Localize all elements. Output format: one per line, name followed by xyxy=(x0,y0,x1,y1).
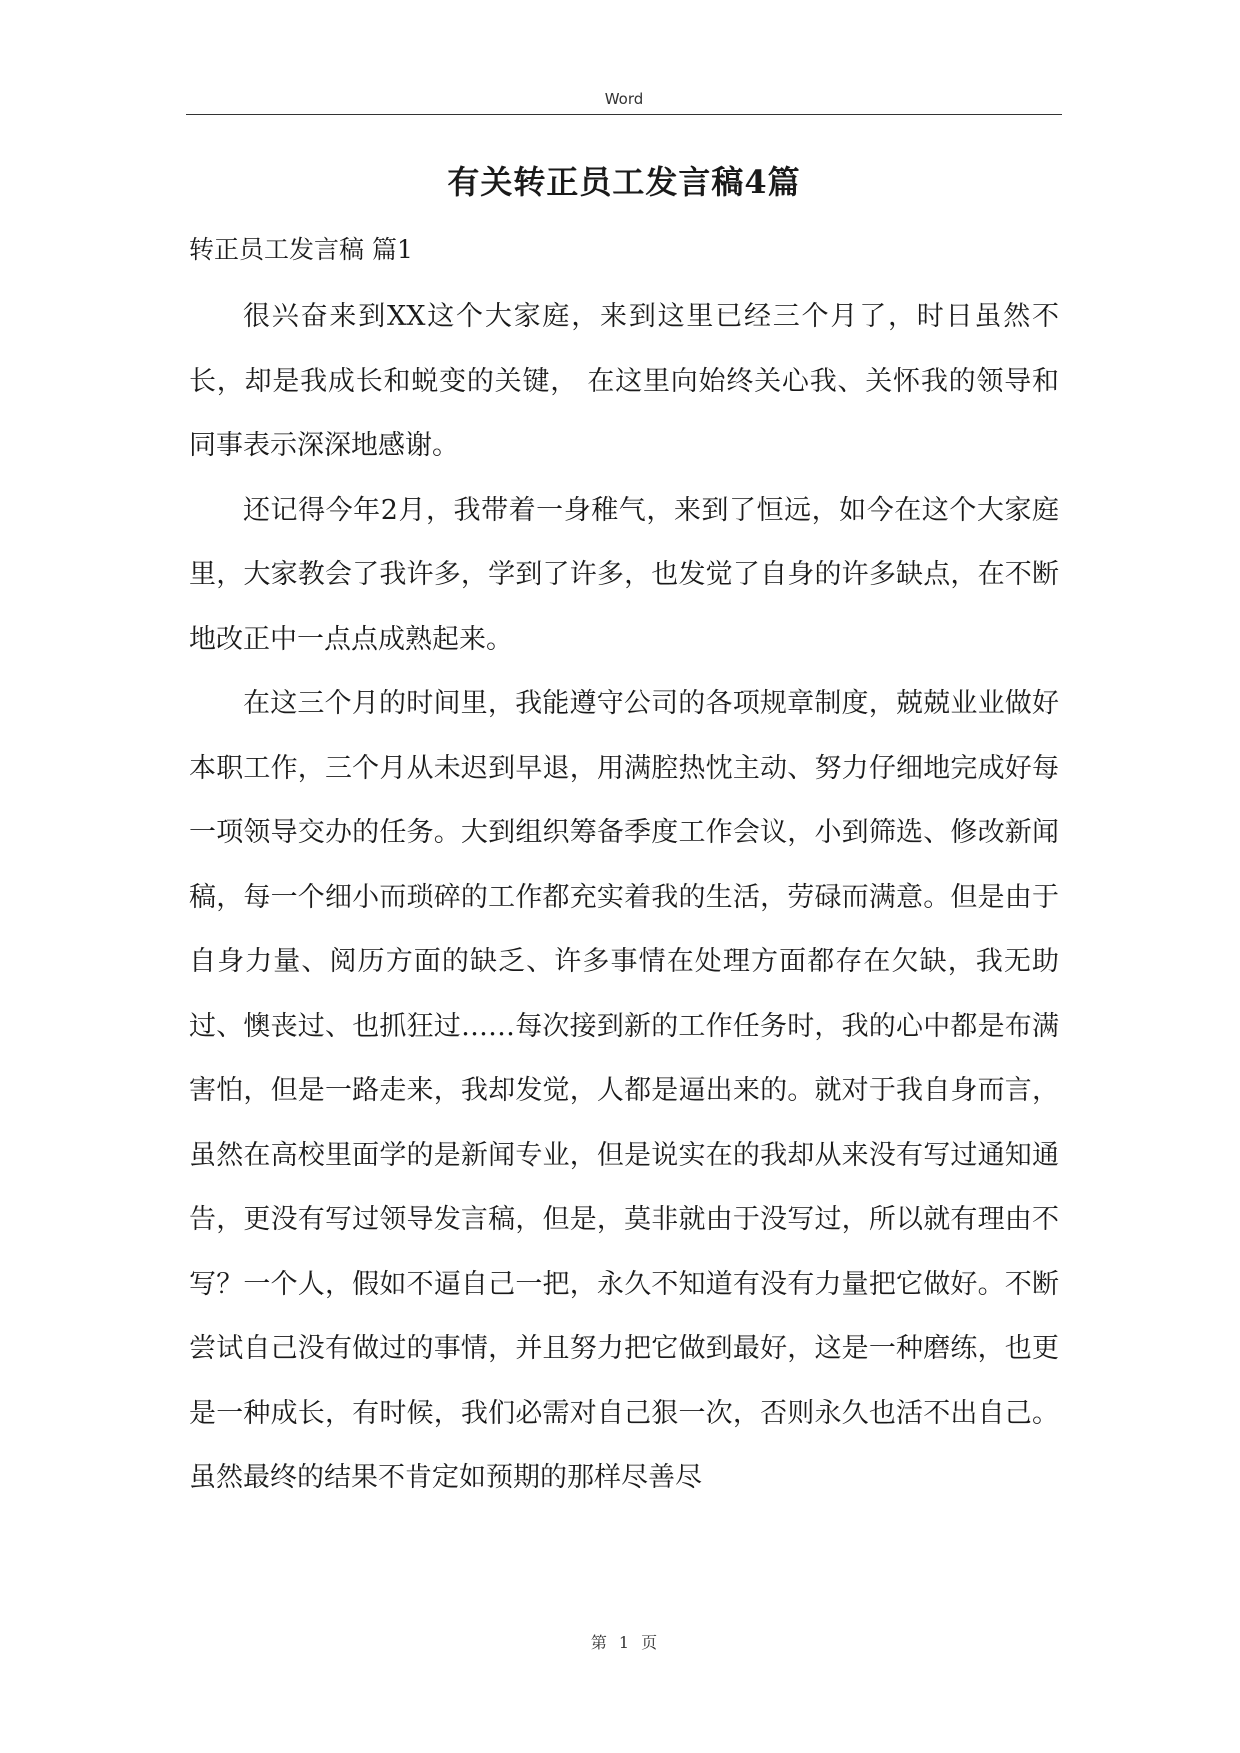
page-number: 1 xyxy=(618,1633,630,1652)
paragraph: 很兴奋来到XX这个大家庭，来到这里已经三个月了，时日虽然不长，却是我成长和蜕变的关键， 在这里向始终关心我、关怀我的领导和同事表示深深地感谢。 xyxy=(189,301,1059,461)
document-body xyxy=(189,285,1059,1511)
paragraph: 在这三个月的时间里，我能遵守公司的各项规章制度，兢兢业业做好本职工作，三个月从未迟到早退，用满腔热忱主动、努力仔细地完成好每一项领导交办的任务。大到组织筹备季度工作会议，小到筛选、修改新闻稿，每一个细小而琐碎的工作都充实着我的生活，劳碌而满意。但是由于自身力量、阅历方面的缺乏、许多事情在处理方面都存在欠缺，我无助过、懊丧过、也抓狂过……每次接到新的工作任务时，我的心中都是布满害怕，但是一路走来，我却发觉，人都是逼出来的。就对于我自身而言，虽然在高校里面学的是新闻专业，但是说实在的我却从来没有写过通知通告，更没有写过领导发言稿，但是，莫非就由于没写过，所以就有理由不写？一个人，假如不逼自己一把，永久不知道有没有力量把它做好。不断尝试自己没有做过的事情，并且努力把它做到最好，这是一种磨练，也更是一种成长，有时候，我们必需对自己狠一次，否则永久也活不出自己。虽然最终的结果不肯定如预期的那样尽善尽 xyxy=(189,688,1059,1493)
page-footer xyxy=(186,1630,1062,1653)
document-title: 有关转正员工发言稿4篇 xyxy=(447,163,801,201)
footer-suffix: 页 xyxy=(641,1633,658,1652)
header-label: Word xyxy=(604,90,644,108)
footer-prefix: 第 xyxy=(590,1633,607,1652)
section-heading: 转正员工发言稿 篇1 xyxy=(189,235,413,264)
paragraph: 还记得今年2月，我带着一身稚气，来到了恒远，如今在这个大家庭里，大家教会了我许多，学到了许多，也发觉了自身的许多缺点，在不断地改正中一点点成熟起来。 xyxy=(189,494,1059,655)
page-header xyxy=(186,86,1062,115)
